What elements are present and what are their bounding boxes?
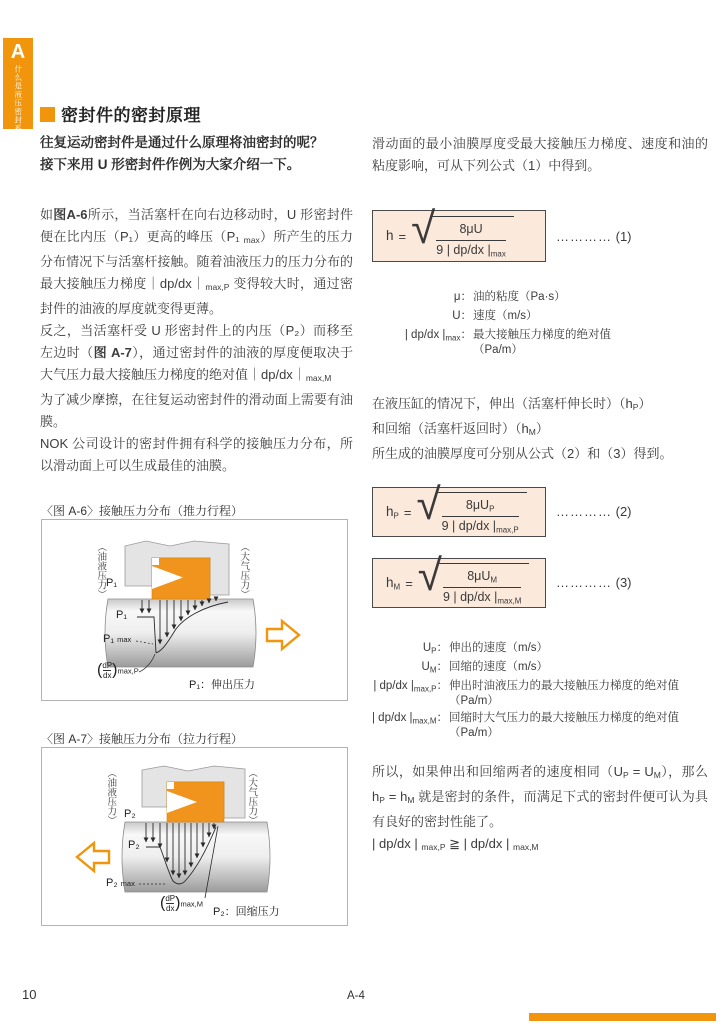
definition-row: μ： 油的粘度（Pa·s） xyxy=(453,291,566,303)
formula-3-box xyxy=(372,551,546,608)
definition-row: $U_P$： 伸出的速度（m/s） xyxy=(422,642,549,656)
oil-pressure-label-a7: （油液压力） xyxy=(105,768,117,825)
radical-sign: √ xyxy=(416,480,441,530)
formula-1-lhs: h xyxy=(386,227,394,243)
p1-max-label: P₁ max xyxy=(103,633,132,645)
formula-2-lhs: hP xyxy=(386,503,399,521)
radical-sign: √ xyxy=(411,204,436,254)
equals-sign: = xyxy=(398,228,407,244)
equals-sign: = xyxy=(405,575,413,591)
section-tab xyxy=(3,38,33,142)
formula-2-ref: ………… (2) xyxy=(556,504,632,519)
formula-2-root: √ $\frac{\text{8μUP}}{9 | dp/dx |\max,P}$ xyxy=(416,488,526,536)
figure-a6 xyxy=(41,519,348,701)
page-number: 10 xyxy=(22,987,37,1002)
formula-1-box xyxy=(372,204,546,262)
formula-1-ref: ………… (1) xyxy=(556,229,632,244)
piston-rod-a7 xyxy=(122,822,270,892)
definition-row: $U_M$： 回缩的速度（m/s） xyxy=(421,660,549,675)
title-bullet-square xyxy=(40,107,55,122)
formula-3-ref: ………… (3) xyxy=(556,575,632,590)
oil-pressure-label-a6: （油液压力） xyxy=(95,542,107,599)
intro-paragraph xyxy=(40,132,362,175)
formula-1-definitions xyxy=(372,290,708,360)
air-pressure-label-a6: （大气压力） xyxy=(238,542,250,599)
figure-a6-legend: P₁：伸出压力 xyxy=(189,679,256,691)
p1-housing-label: P₁ xyxy=(106,577,118,589)
radical-sign: √ xyxy=(417,551,442,601)
gradient-label-a7: ( $\frac{dP}{dx}$ )max,M xyxy=(160,894,203,914)
paragraph-4: NOK 公司设计的密封件拥有科学的接触压力分布，所以滑动面上可以生成最佳的油膜。 xyxy=(40,436,353,474)
equals-sign: = xyxy=(403,504,412,520)
p2-level-label: P₂ xyxy=(128,839,140,851)
page-title xyxy=(40,101,201,126)
right-paragraph-3: 所以，如果伸出和回缩两者的速度相同（UP = UM），那么 hP = hM 就是密封的条件，而满足下式的密封件便可认为具有良好的密封性能了。 xyxy=(372,764,708,830)
figure-a6-drawing xyxy=(42,520,345,698)
air-pressure-label-a7: （大气压力） xyxy=(246,768,258,825)
u-seal-a7 xyxy=(167,782,224,822)
formula-3-root: √ $\frac{\text{8μUM}}{9 | dp/dx |\max,M}$ xyxy=(418,559,530,607)
definition-row: | dp/dx $|_{max,M}$： 回缩时大气压力的最大接触压力梯度的绝对值 （Pa/m） xyxy=(372,711,679,740)
formula-3-lhs: hM xyxy=(386,574,401,592)
right-paragraph-2 xyxy=(372,393,708,465)
intro-line-1: 往复运动密封件是通过什么原理将油密封的呢？ xyxy=(40,135,324,150)
sealing-condition-inequality: | dp/dx | max,P ≧ | dp/dx | max,M xyxy=(372,836,539,853)
definition-row: | dp/dx $|_{max,P}$： 伸出时油液压力的最大接触压力梯度的绝对值 （Pa/m） xyxy=(373,679,679,708)
p2-max-label: P₂ max xyxy=(106,877,135,889)
gradient-label-a6: ( $\frac{dP}{dx}$ )max,P xyxy=(97,661,139,681)
right-paragraph-2-line3: 所生成的油膜厚度可分别从公式（2）和（3）得到。 xyxy=(372,446,673,462)
left-column-body xyxy=(40,204,353,477)
figure-a7-legend: P₂：回缩压力 xyxy=(213,906,280,918)
right-paragraph-1: 滑动面的最小油膜厚度受最大接触压力梯度、速度和油的粘度影响，可从下列公式（1）中得到。 xyxy=(372,136,708,173)
page-title-text: 密封件的密封原理 xyxy=(61,106,201,125)
right-paragraph-2-line2: 和回缩（活塞杆返回时）（hM） xyxy=(372,421,549,438)
definition-row: | dp/dx $|_{max}$： 最大接触压力梯度的绝对值 （Pa/m） xyxy=(404,328,611,357)
motion-arrow-right-icon xyxy=(267,621,299,649)
paragraph-1: 如图A-6所示，当活塞杆在向右边移动时，U 形密封件便在比内压（P₁）更高的峰压（P₁ max）所产生的压力分布情况下与活塞杆接触。随着油液压力的压力分布的最大接触压力梯度｜dp/dx｜max,P 变得较大时，通过密封件的油液的厚度就变得更薄。 xyxy=(40,207,353,317)
figure-a7-caption: 〈图 A-7〉接触压力分布（拉力行程） xyxy=(41,732,244,746)
paragraph-3: 为了减少摩擦，在往复运动密封件的滑动面上需要有油膜。 xyxy=(40,392,353,430)
formula-2-box xyxy=(372,480,546,537)
p1-level-label: P₁ xyxy=(116,609,128,621)
right-paragraph-2-line1: 在液压缸的情况下，伸出（活塞杆伸长时）（hP） xyxy=(372,396,652,413)
definition-row: U： 速度（m/s） xyxy=(452,309,538,322)
formula-23-definitions xyxy=(372,641,712,743)
intro-line-2: 接下来用 U 形密封件作例为大家介绍一下。 xyxy=(40,156,301,172)
p2-housing-label: P₂ xyxy=(124,808,136,820)
figure-a6-caption: 〈图 A-6〉接触压力分布（推力行程） xyxy=(41,504,244,518)
doc-code: A-4 xyxy=(347,990,365,1002)
motion-arrow-left-icon xyxy=(77,843,109,871)
figure-a7 xyxy=(41,747,348,926)
paragraph-2: 反之，当活塞杆受 U 形密封件上的内压（P₂）而移至左边时（图 A-7），通过密封件的油液的厚度便取决于大气压力最大接触压力梯度的绝对值｜dp/dx｜max,M xyxy=(40,323,353,384)
u-seal-a6 xyxy=(152,558,210,599)
footer-accent-bar xyxy=(529,1013,716,1021)
section-tab-letter: A xyxy=(10,41,26,63)
section-tab-vertical-text: 什么是液压密封系统 xyxy=(13,65,23,142)
formula-1-root: √ $\frac{8\mu U}{9 | dp/dx |\max}$ xyxy=(411,212,514,260)
